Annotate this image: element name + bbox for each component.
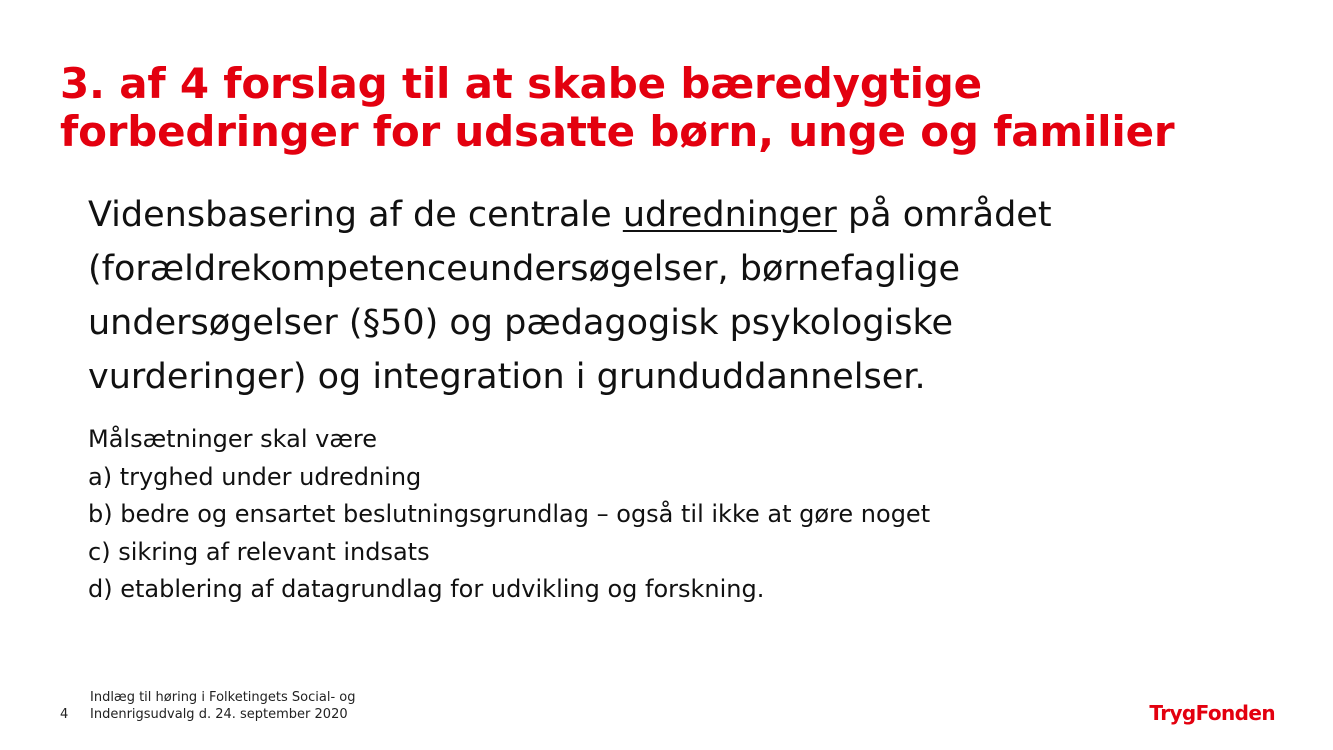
list-item: a) tryghed under udredning (88, 462, 422, 491)
goals-intro: Målsætninger skal være (88, 425, 378, 453)
slide-title-line: 3. af 4 forslag til at skabe bæredygtige (60, 59, 982, 108)
slide-title (60, 60, 1290, 156)
lead-paragraph (88, 188, 1268, 404)
list-item: c) sikring af relevant indsats (88, 537, 430, 566)
lead-line: vurderinger) og integration i grunduddannelser. (88, 357, 926, 397)
trygfonden-logo: TrygFonden (1149, 701, 1275, 725)
lead-underlined-term: udredninger (622, 195, 837, 235)
goals-list (88, 421, 1188, 609)
slide-title-line: forbedringer for udsatte børn, unge og familier (60, 107, 1175, 156)
list-item: b) bedre og ensartet beslutningsgrundlag – også til ikke at gøre noget (88, 500, 931, 528)
footer-note-line: Indlæg til høring i Folketingets Social- og (90, 690, 356, 705)
footer-note (90, 689, 355, 723)
lead-line: (forældrekompetenceundersøgelser, børnefaglige (88, 249, 961, 289)
list-item: d) etablering af datagrundlag for udvikling og forskning. (88, 575, 765, 603)
footer-note-line: Indenrigsudvalg d. 24. september 2020 (90, 707, 348, 722)
page-number: 4 (60, 707, 69, 722)
lead-text: Vidensbasering af de centrale (88, 195, 623, 235)
lead-text: på området (836, 195, 1052, 235)
lead-line: undersøgelser (§50) og pædagogisk psykologiske (88, 303, 954, 343)
lead-line (88, 188, 1268, 242)
